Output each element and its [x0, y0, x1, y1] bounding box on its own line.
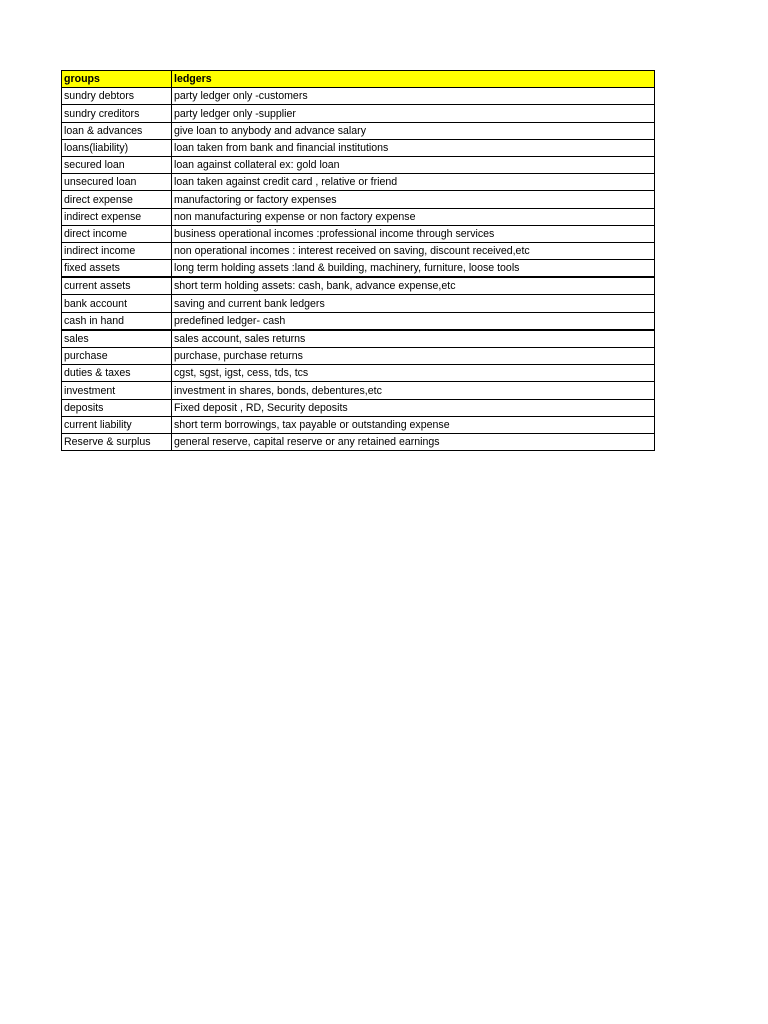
ledger-cell[interactable]: loan taken against credit card , relative or friend [172, 174, 655, 191]
ledger-cell[interactable]: saving and current bank ledgers [172, 295, 655, 312]
table-row [62, 105, 655, 122]
group-cell[interactable]: sundry creditors [62, 105, 172, 122]
group-cell[interactable]: sales [62, 330, 172, 348]
group-cell[interactable]: bank account [62, 295, 172, 312]
table-row [62, 365, 655, 382]
table-row [62, 260, 655, 278]
group-cell[interactable]: current assets [62, 277, 172, 295]
table-row [62, 416, 655, 433]
ledger-cell[interactable]: purchase, purchase returns [172, 348, 655, 365]
ledger-cell[interactable]: loan against collateral ex: gold loan [172, 156, 655, 173]
table-row [62, 156, 655, 173]
ledger-cell[interactable]: business operational incomes :professional income through services [172, 225, 655, 242]
group-cell[interactable]: deposits [62, 399, 172, 416]
group-cell[interactable]: direct expense [62, 191, 172, 208]
ledger-cell[interactable]: predefined ledger- cash [172, 312, 655, 330]
table-row [62, 122, 655, 139]
group-cell[interactable]: unsecured loan [62, 174, 172, 191]
table-row [62, 348, 655, 365]
table-row [62, 295, 655, 312]
group-cell[interactable]: Reserve & surplus [62, 433, 172, 450]
group-cell[interactable]: cash in hand [62, 312, 172, 330]
table-row [62, 225, 655, 242]
group-cell[interactable]: indirect expense [62, 208, 172, 225]
header-cell-ledgers[interactable]: ledgers [172, 71, 655, 88]
group-cell[interactable]: duties & taxes [62, 365, 172, 382]
table-row [62, 242, 655, 259]
ledger-cell[interactable]: short term holding assets: cash, bank, advance expense,etc [172, 277, 655, 295]
table-row [62, 433, 655, 450]
table-row [62, 382, 655, 399]
table-row [62, 330, 655, 348]
ledger-cell[interactable]: cgst, sgst, igst, cess, tds, tcs [172, 365, 655, 382]
header-cell-groups[interactable]: groups [62, 71, 172, 88]
ledger-cell[interactable]: long term holding assets :land & building, machinery, furniture, loose tools [172, 260, 655, 278]
ledger-cell[interactable]: non operational incomes : interest received on saving, discount received,etc [172, 242, 655, 259]
group-cell[interactable]: loan & advances [62, 122, 172, 139]
group-cell[interactable]: direct income [62, 225, 172, 242]
table-row [62, 312, 655, 330]
group-cell[interactable]: loans(liability) [62, 139, 172, 156]
ledger-cell[interactable]: party ledger only -customers [172, 88, 655, 105]
table-row [62, 174, 655, 191]
ledger-cell[interactable]: manufactoring or factory expenses [172, 191, 655, 208]
ledger-cell[interactable]: Fixed deposit , RD, Security deposits [172, 399, 655, 416]
group-cell[interactable]: fixed assets [62, 260, 172, 278]
group-cell[interactable]: purchase [62, 348, 172, 365]
table-row [62, 277, 655, 295]
ledger-cell[interactable]: investment in shares, bonds, debentures,etc [172, 382, 655, 399]
group-cell[interactable]: current liability [62, 416, 172, 433]
table-row [62, 88, 655, 105]
table-row [62, 191, 655, 208]
header-row [62, 71, 655, 88]
table-row [62, 399, 655, 416]
ledger-cell[interactable]: give loan to anybody and advance salary [172, 122, 655, 139]
ledger-cell[interactable]: short term borrowings, tax payable or outstanding expense [172, 416, 655, 433]
group-cell[interactable]: secured loan [62, 156, 172, 173]
table-row [62, 139, 655, 156]
group-cell[interactable]: sundry debtors [62, 88, 172, 105]
ledger-cell[interactable]: sales account, sales returns [172, 330, 655, 348]
ledger-cell[interactable]: loan taken from bank and financial institutions [172, 139, 655, 156]
table-row [62, 208, 655, 225]
group-cell[interactable]: investment [62, 382, 172, 399]
groups-ledgers-table [61, 70, 655, 451]
ledger-cell[interactable]: party ledger only -supplier [172, 105, 655, 122]
table-body [62, 88, 655, 451]
group-cell[interactable]: indirect income [62, 242, 172, 259]
ledger-cell[interactable]: non manufacturing expense or non factory expense [172, 208, 655, 225]
ledger-cell[interactable]: general reserve, capital reserve or any retained earnings [172, 433, 655, 450]
